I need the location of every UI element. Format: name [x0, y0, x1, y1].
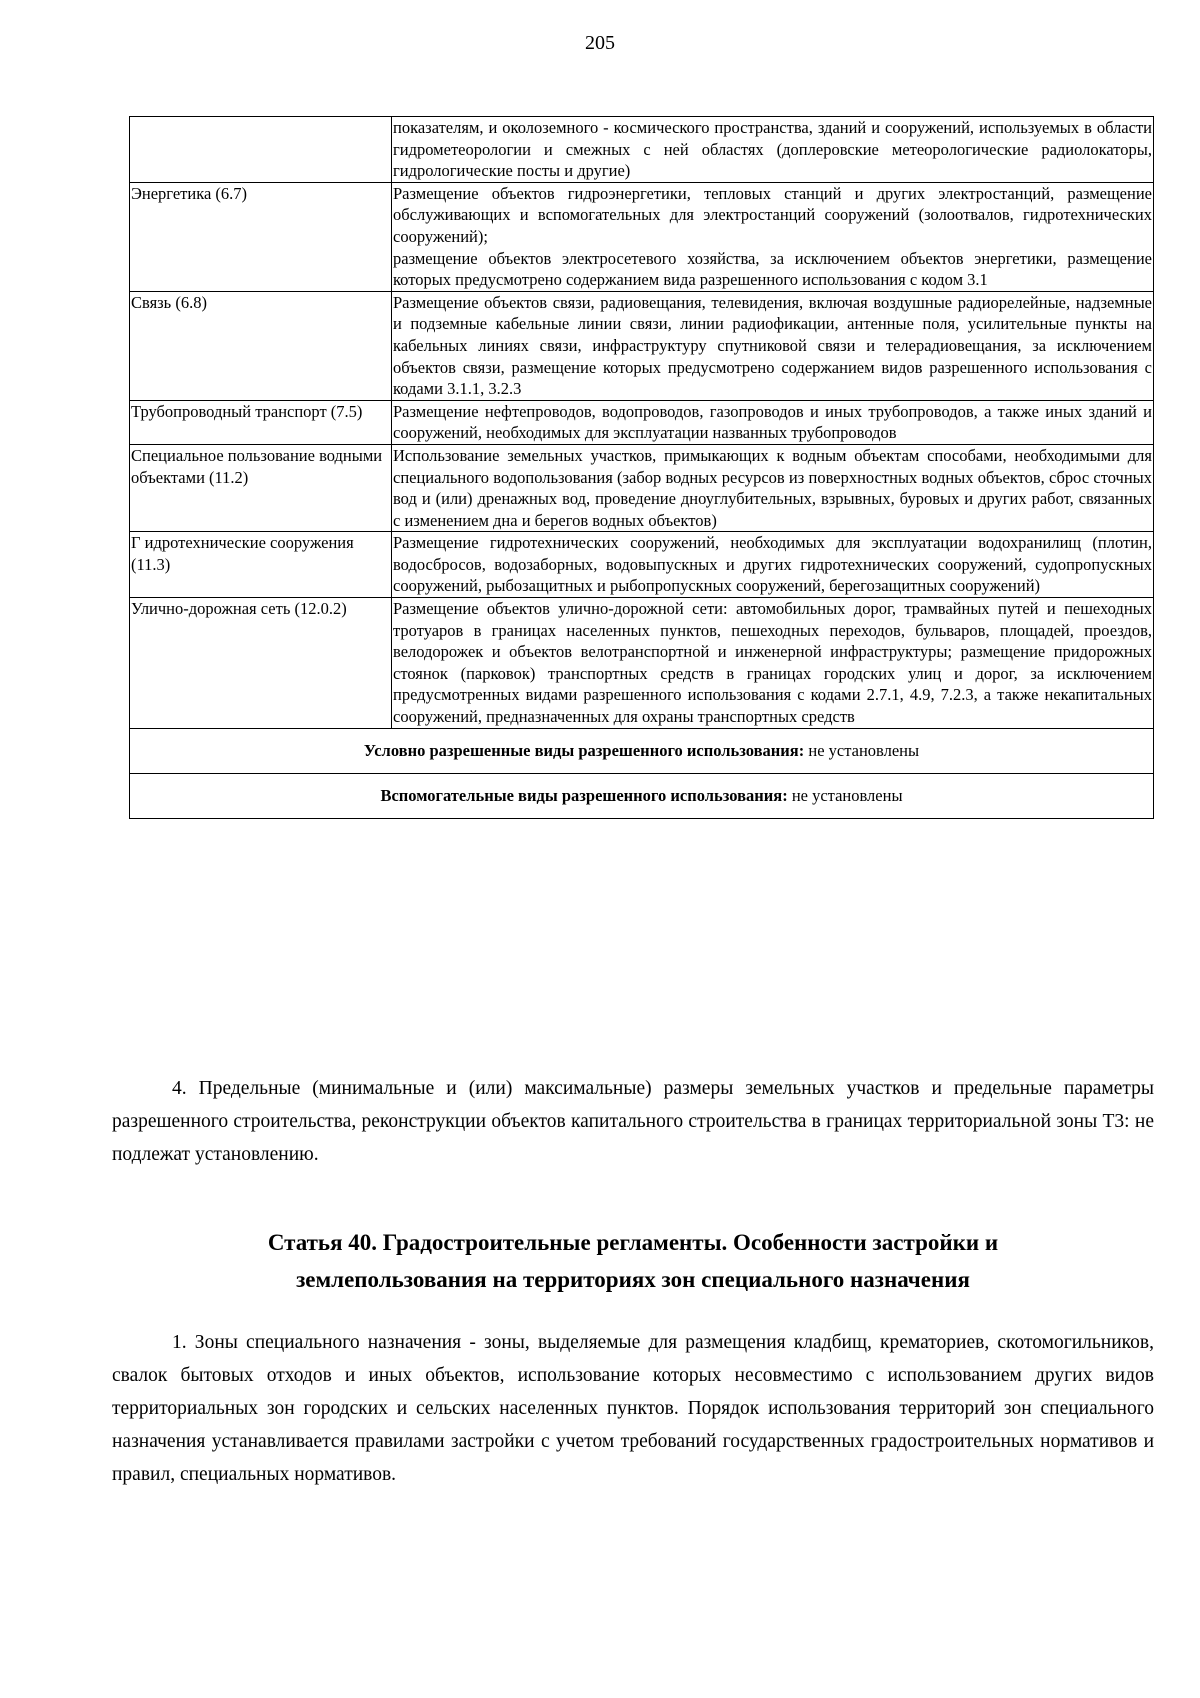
conditional-uses-value: не установлены — [804, 740, 920, 760]
auxiliary-uses-cell — [130, 773, 1154, 818]
use-type-name: Г идротехнические сооружения (11.3) — [130, 532, 392, 598]
table-row — [130, 400, 1154, 444]
article-paragraph-1-text: 1. Зоны специального назначения - зоны, выделяемые для размещения кладбищ, крематориев, скотомогильников, свалок бытовых отходов и иных объектов, использование которых несовместимо с использованием других видов территориальных зон городских и сельских населенных пунктов. Порядок использования территорий зон специального назначения устанавливается правилами застройки с учетом требований государственных градостроительных нормативов и правил, специальных нормативов. — [112, 1332, 1154, 1485]
article-title — [112, 1224, 1154, 1298]
article-title-line: Статья 40. Градостроительные регламенты. Особенности застройки и — [267, 1230, 999, 1255]
table-row — [130, 598, 1154, 729]
use-type-description: Размещение объектов улично-дорожной сети: автомобильных дорог, трамвайных путей и пешеходных тротуаров в границах населенных пунктов, пешеходных переходов, бульваров, площадей, проездов, велодорожек и объектов велотранспортной и инженерной инфраструктуры; размещение придорожных стоянок (парковок) транспортных средств в границах городских улиц и дорог, за исключением предусмотренных видами разрешенного использования с кодами 2.7.1, 4.9, 7.2.3, а также некапитальных сооружений, предназначенных для охраны транспортных средств — [392, 598, 1154, 729]
conditional-uses-cell — [130, 728, 1154, 773]
table-row — [130, 117, 1154, 183]
use-type-description — [392, 182, 1154, 291]
use-type-name: Улично-дорожная сеть (12.0.2) — [130, 598, 392, 729]
table-row — [130, 291, 1154, 400]
use-type-name — [130, 117, 392, 183]
table-row — [130, 444, 1154, 531]
table-row — [130, 182, 1154, 291]
page-number: 205 — [585, 32, 615, 54]
use-type-description: Использование земельных участков, примыкающих к водным объектам способами, необходимыми для специального водопользования (забор водных ресурсов из поверхностных водных объектов, сброс сточных вод и (или) дренажных вод, проведение дноуглубительных, взрывных, буровых и других работ, связанных с изменением дна и берегов водных объектов) — [392, 444, 1154, 531]
use-type-name: Специальное пользование водными объектами (11.2) — [130, 444, 392, 531]
paragraph-4-text: 4. Предельные (минимальные и (или) максимальные) размеры земельных участков и предельные параметры разрешенного строительства, реконструкции объектов капитального строительства в границах территориальной зоны Т3: не подлежат установлению. — [112, 1078, 1154, 1165]
conditional-uses-label: Условно разрешенные виды разрешенного использования: — [363, 740, 805, 760]
use-type-description: Размещение гидротехнических сооружений, необходимых для эксплуатации водохранилищ (плотин, водосбросов, водозаборных, водовыпускных и других гидротехнических сооружений, судопропускных сооружений, рыбозащитных и рыбопропускных сооружений, берегозащитных сооружений) — [392, 532, 1154, 598]
use-type-description: Размещение объектов связи, радиовещания, телевидения, включая воздушные радиорелейные, надземные и подземные кабельные линии связи, линии радиофикации, антенные поля, усилительные пункты на кабельных линиях связи, инфраструктуру спутниковой связи и телерадиовещания, за исключением объектов связи, размещение которых предусмотрено содержанием видов разрешенного использования с кодами 3.1.1, 3.2.3 — [392, 291, 1154, 400]
table-row-auxiliary — [130, 773, 1154, 818]
use-type-name: Трубопроводный транспорт (7.5) — [130, 400, 392, 444]
article-title-line: землепользования на территориях зон специального назначения — [296, 1267, 970, 1292]
article-paragraph-1 — [112, 1326, 1154, 1491]
use-type-name: Энергетика (6.7) — [130, 182, 392, 291]
table-row — [130, 532, 1154, 598]
table-row-conditional — [130, 728, 1154, 773]
paragraph-4 — [112, 1072, 1154, 1171]
use-type-description: Размещение нефтепроводов, водопроводов, газопроводов и иных трубопроводов, а также иных зданий и сооружений, необходимых для эксплуатации названных трубопроводов — [392, 400, 1154, 444]
description-part: размещение объектов электросетевого хозяйства, за исключением объектов энергетики, размещение которых предусмотрено содержанием вида разрешенного использования с кодом 3.1 — [393, 248, 1152, 290]
land-use-table — [129, 116, 1154, 819]
auxiliary-uses-value: не установлены — [787, 785, 903, 805]
description-part: Размещение объектов гидроэнергетики, тепловых станций и других электростанций, размещение обслуживающих и вспомогательных для электростанций сооружений (золоотвалов, гидротехнических сооружений); — [393, 183, 1152, 246]
use-type-description: показателям, и околоземного - космического пространства, зданий и сооружений, используемых в области гидрометеорологии и смежных с ней областях (доплеровские метеорологические радиолокаторы, гидрологические посты и другие) — [392, 117, 1154, 183]
auxiliary-uses-label: Вспомогательные виды разрешенного использования: — [380, 785, 788, 805]
use-type-name: Связь (6.8) — [130, 291, 392, 400]
